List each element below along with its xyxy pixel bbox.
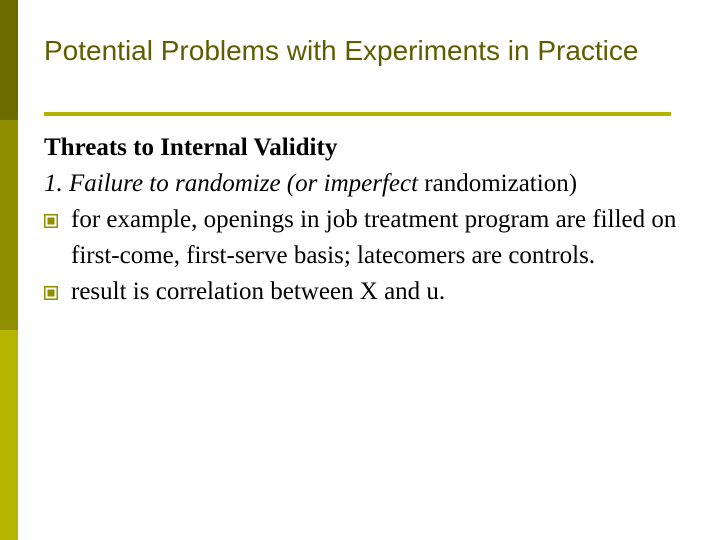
section-heading: Threats to Internal Validity <box>44 134 338 161</box>
side-accent-bar-middle <box>0 120 18 330</box>
item-text-emphasis: imperfect <box>323 170 419 197</box>
bullet-text: for example, openings in job treatment program are filled on first-come, first-serve basis; latecomers are controls. <box>71 206 677 269</box>
side-accent-bar-bottom <box>0 330 18 540</box>
item-text-italic: Failure to randomize (or <box>69 170 318 197</box>
square-checkbox-icon <box>44 286 58 300</box>
bullet-item-result <box>44 274 694 310</box>
square-checkbox-icon <box>44 214 58 228</box>
slide-body <box>44 130 694 310</box>
slide-title: Potential Problems with Experiments in Practice <box>44 35 639 66</box>
side-accent-bar-top <box>0 0 18 120</box>
bullet-text: result is correlation between X and u. <box>71 278 446 305</box>
item-text-plain: randomization) <box>424 170 578 197</box>
numbered-item <box>44 166 694 202</box>
title-underline <box>44 112 671 116</box>
bullet-item-example <box>44 202 694 274</box>
item-number: 1. <box>44 170 63 197</box>
